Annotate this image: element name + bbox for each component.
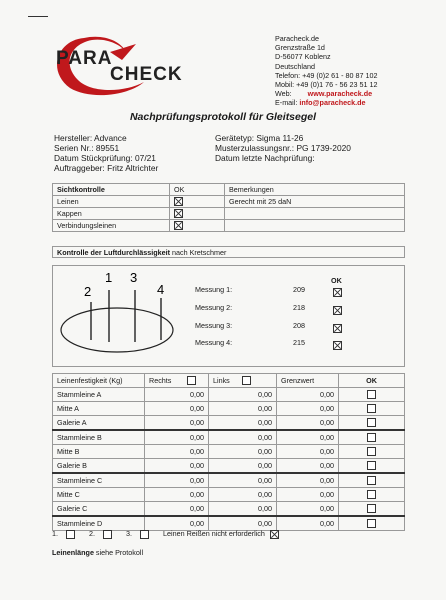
measurement-ok-checkbox[interactable] bbox=[333, 288, 342, 297]
table-header-row bbox=[53, 184, 405, 196]
contact-mail-row bbox=[275, 98, 378, 107]
table-row bbox=[53, 488, 405, 502]
point-label-1: 1 bbox=[105, 270, 113, 285]
row-ok-checkbox[interactable] bbox=[367, 404, 376, 413]
row-ok-checkbox[interactable] bbox=[367, 433, 376, 442]
row-name: Galerie A bbox=[53, 416, 145, 431]
right-value: 0,00 bbox=[145, 430, 209, 445]
option-2-checkbox[interactable] bbox=[103, 530, 112, 539]
option-1-label: 1. bbox=[52, 529, 58, 538]
contact-line: Mobil: +49 (0)1 76 - 56 23 51 12 bbox=[275, 80, 378, 90]
measurement-value: 218 bbox=[293, 303, 305, 312]
table-row bbox=[53, 502, 405, 517]
contact-line: Telefon: +49 (0)2 61 - 80 87 102 bbox=[275, 70, 378, 80]
limit-value: 0,00 bbox=[277, 445, 339, 459]
limit-value: 0,00 bbox=[277, 502, 339, 517]
visual-check-table bbox=[52, 183, 405, 232]
row-name: Stammleine A bbox=[53, 388, 145, 402]
contact-block bbox=[275, 34, 378, 108]
limit-value: 0,00 bbox=[277, 473, 339, 488]
header-ok: OK bbox=[170, 184, 225, 196]
contact-line: Paracheck.de bbox=[275, 34, 319, 43]
measurement-label: Messung 1: bbox=[195, 285, 233, 294]
table-row bbox=[53, 402, 405, 416]
right-value: 0,00 bbox=[145, 445, 209, 459]
scan-mark bbox=[28, 16, 48, 17]
option-3-label: 3. bbox=[126, 529, 132, 538]
header-left: Links bbox=[213, 375, 230, 385]
row-name: Stammleine B bbox=[53, 430, 145, 445]
row-ok-checkbox[interactable] bbox=[367, 461, 376, 470]
row-ok-checkbox[interactable] bbox=[367, 504, 376, 513]
table-header-row bbox=[53, 374, 405, 388]
right-value: 0,00 bbox=[145, 516, 209, 531]
limit-value: 0,00 bbox=[277, 402, 339, 416]
note-rest: siehe Protokoll bbox=[93, 548, 144, 557]
row-name: Galerie B bbox=[53, 459, 145, 474]
logo-text-para: PARA bbox=[56, 48, 113, 69]
left-value: 0,00 bbox=[209, 402, 277, 416]
air-permeability-box bbox=[52, 265, 405, 367]
header-right: Rechts bbox=[149, 375, 172, 385]
right-value: 0,00 bbox=[145, 459, 209, 474]
table-row bbox=[53, 196, 405, 208]
device-info-right bbox=[215, 133, 351, 163]
left-value: 0,00 bbox=[209, 502, 277, 517]
measurement-value: 215 bbox=[293, 338, 305, 347]
heading-rest: nach Kretschmer bbox=[170, 248, 227, 257]
checked-checkbox[interactable] bbox=[174, 221, 183, 230]
row-ok-checkbox[interactable] bbox=[367, 447, 376, 456]
limit-value: 0,00 bbox=[277, 430, 339, 445]
limit-value: 0,00 bbox=[277, 488, 339, 502]
line-length-note bbox=[52, 548, 143, 557]
approval-number: Musterzulassungsnr.: PG 1739-2020 bbox=[215, 143, 351, 153]
serial-number: Serien Nr.: 89551 bbox=[54, 143, 120, 153]
row-name: Mitte A bbox=[53, 402, 145, 416]
paracheck-logo bbox=[40, 30, 200, 100]
device-type: Gerätetyp: Sigma 11-26 bbox=[215, 133, 304, 143]
left-value: 0,00 bbox=[209, 488, 277, 502]
header-line-strength: Leinenfestigkeit (Kg) bbox=[53, 374, 145, 388]
measurement-label: Messung 4: bbox=[195, 338, 233, 347]
limit-value: 0,00 bbox=[277, 459, 339, 474]
right-value: 0,00 bbox=[145, 416, 209, 431]
last-inspection-date: Datum letzte Nachprüfung: bbox=[215, 153, 315, 163]
line-strength-table bbox=[52, 373, 405, 531]
no-break-test-label: Leinen Reißen nicht erforderlich bbox=[163, 529, 265, 538]
web-label: Web: bbox=[275, 89, 292, 99]
row-remark bbox=[225, 208, 405, 220]
table-row bbox=[53, 388, 405, 402]
contact-line: D-56077 Koblenz bbox=[275, 52, 331, 62]
table-row bbox=[53, 445, 405, 459]
row-name: Mitte B bbox=[53, 445, 145, 459]
client: Auftraggeber: Fritz Altrichter bbox=[54, 163, 159, 173]
table-row bbox=[53, 416, 405, 431]
measurement-value: 208 bbox=[293, 321, 305, 330]
right-checkbox[interactable] bbox=[187, 376, 196, 385]
limit-value: 0,00 bbox=[277, 388, 339, 402]
manufacturer: Hersteller: Advance bbox=[54, 133, 127, 143]
right-value: 0,00 bbox=[145, 388, 209, 402]
option-1-checkbox[interactable] bbox=[66, 530, 75, 539]
right-value: 0,00 bbox=[145, 402, 209, 416]
point-label-4: 4 bbox=[157, 282, 165, 297]
measurement-ok-checkbox[interactable] bbox=[333, 341, 342, 350]
logo-text-check: CHECK bbox=[110, 64, 183, 85]
table-row bbox=[53, 459, 405, 474]
left-checkbox[interactable] bbox=[242, 376, 251, 385]
row-remark: Gerecht mit 25 daN bbox=[225, 196, 405, 208]
right-value: 0,00 bbox=[145, 488, 209, 502]
row-ok-checkbox[interactable] bbox=[367, 476, 376, 485]
ok-label: OK bbox=[331, 276, 342, 285]
point-label-3: 3 bbox=[130, 270, 138, 285]
row-name: Stammleine D bbox=[53, 516, 145, 531]
header-limit: Grenzwert bbox=[277, 374, 339, 388]
header-visual-check: Sichtkontrolle bbox=[53, 184, 170, 196]
mail-link[interactable]: info@paracheck.de bbox=[299, 98, 366, 108]
row-label: Leinen bbox=[53, 196, 170, 208]
device-info-left bbox=[54, 133, 158, 173]
left-value: 0,00 bbox=[209, 445, 277, 459]
row-ok-checkbox[interactable] bbox=[367, 519, 376, 528]
limit-value: 0,00 bbox=[277, 416, 339, 431]
checked-checkbox[interactable] bbox=[174, 209, 183, 218]
measurement-ok-checkbox[interactable] bbox=[333, 324, 342, 333]
row-ok-checkbox[interactable] bbox=[367, 418, 376, 427]
row-remark bbox=[225, 220, 405, 232]
row-ok-checkbox[interactable] bbox=[367, 490, 376, 499]
measurement-value: 209 bbox=[293, 285, 305, 294]
left-value: 0,00 bbox=[209, 459, 277, 474]
table-row bbox=[53, 430, 405, 445]
left-value: 0,00 bbox=[209, 473, 277, 488]
right-value: 0,00 bbox=[145, 473, 209, 488]
line-strength-rows bbox=[53, 388, 405, 531]
canopy-ellipse bbox=[61, 308, 173, 352]
canopy-diagram bbox=[55, 266, 195, 366]
table-row bbox=[53, 220, 405, 232]
row-label: Verbindungsleinen bbox=[53, 220, 170, 232]
table-row bbox=[53, 208, 405, 220]
contact-web-row bbox=[275, 89, 378, 98]
limit-value: 0,00 bbox=[277, 516, 339, 531]
contact-line: Deutschland bbox=[275, 61, 315, 71]
contact-line: Grenzstraße 1d bbox=[275, 43, 325, 53]
row-name: Mitte C bbox=[53, 488, 145, 502]
air-permeability-heading bbox=[52, 246, 405, 258]
header-ok: OK bbox=[339, 374, 405, 388]
left-value: 0,00 bbox=[209, 388, 277, 402]
measurement-label: Messung 2: bbox=[195, 303, 233, 312]
row-label: Kappen bbox=[53, 208, 170, 220]
heading-bold: Kontrolle der Luftdurchlässigkeit bbox=[57, 248, 171, 257]
point-label-2: 2 bbox=[84, 284, 92, 299]
note-bold: Leinenlänge bbox=[52, 548, 94, 557]
web-link[interactable]: www.paracheck.de bbox=[307, 89, 373, 99]
left-value: 0,00 bbox=[209, 430, 277, 445]
mail-label: E-mail: bbox=[275, 98, 298, 108]
right-value: 0,00 bbox=[145, 502, 209, 517]
left-value: 0,00 bbox=[209, 416, 277, 431]
checked-checkbox[interactable] bbox=[174, 197, 183, 206]
option-3-checkbox[interactable] bbox=[140, 530, 149, 539]
row-ok-checkbox[interactable] bbox=[367, 390, 376, 399]
document-title: Nachprüfungsprotokoll für Gleitsegel bbox=[129, 111, 317, 123]
table-row bbox=[53, 473, 405, 488]
row-name: Galerie C bbox=[53, 502, 145, 517]
header-remarks: Bemerkungen bbox=[225, 184, 405, 196]
measurement-label: Messung 3: bbox=[195, 321, 233, 330]
piece-test-date: Datum Stückprüfung: 07/21 bbox=[54, 153, 156, 163]
no-break-test-checkbox[interactable] bbox=[270, 530, 279, 539]
line-break-test-row bbox=[52, 529, 279, 539]
option-2-label: 2. bbox=[89, 529, 95, 538]
row-name: Stammleine C bbox=[53, 473, 145, 488]
left-value: 0,00 bbox=[209, 516, 277, 531]
measurement-ok-checkbox[interactable] bbox=[333, 306, 342, 315]
